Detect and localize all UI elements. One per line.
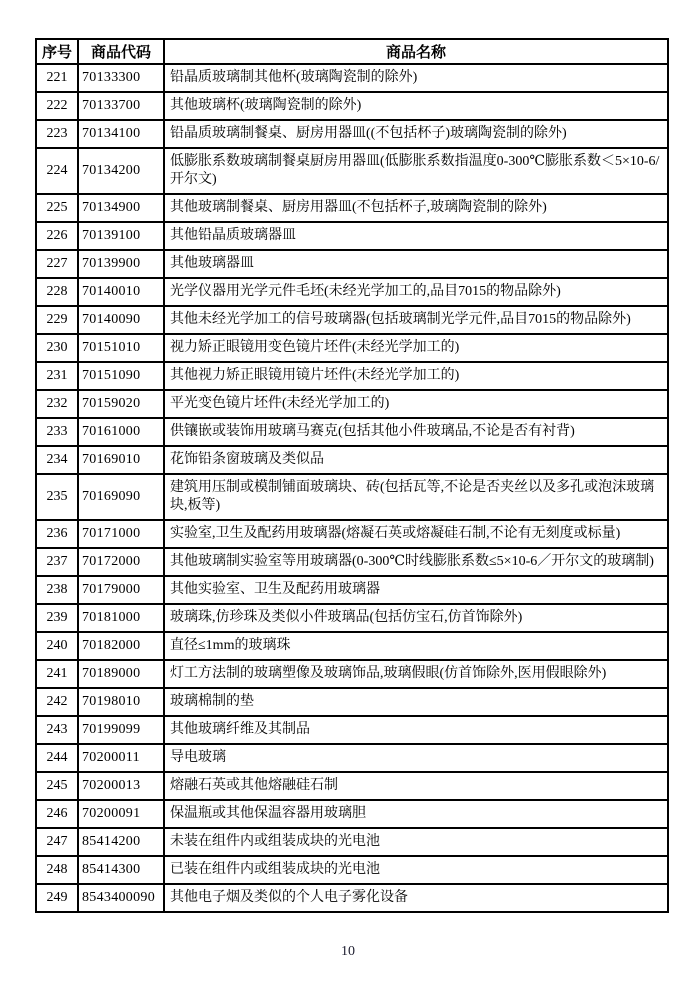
table-row xyxy=(36,828,668,856)
serial-number-cell: 223 xyxy=(36,120,78,148)
table-row xyxy=(36,362,668,390)
product-code-cell: 70139900 xyxy=(78,250,164,278)
product-name-cell: 玻璃棉制的垫 xyxy=(164,688,668,716)
product-name-cell: 其他玻璃制餐桌、厨房用器皿(不包括杯子,玻璃陶瓷制的除外) xyxy=(164,194,668,222)
product-name-cell: 其他电子烟及类似的个人电子雾化设备 xyxy=(164,884,668,912)
serial-number-cell: 230 xyxy=(36,334,78,362)
serial-number-cell: 237 xyxy=(36,548,78,576)
serial-number-cell: 233 xyxy=(36,418,78,446)
product-code-cell: 70134100 xyxy=(78,120,164,148)
product-code-cell: 70140010 xyxy=(78,278,164,306)
table-row xyxy=(36,632,668,660)
table-row xyxy=(36,604,668,632)
product-name-cell: 平光变色镜片坯件(未经光学加工的) xyxy=(164,390,668,418)
serial-number-cell: 244 xyxy=(36,744,78,772)
table-row xyxy=(36,520,668,548)
product-code-cell: 85414200 xyxy=(78,828,164,856)
product-name-cell: 建筑用压制或模制铺面玻璃块、砖(包括瓦等,不论是否夹丝以及多孔或泡沫玻璃块,板等) xyxy=(164,474,668,520)
product-code-cell: 70151090 xyxy=(78,362,164,390)
product-code-cell: 70133700 xyxy=(78,92,164,120)
serial-number-cell: 249 xyxy=(36,884,78,912)
product-name-cell: 花饰铅条窗玻璃及类似品 xyxy=(164,446,668,474)
table-row xyxy=(36,772,668,800)
product-code-cell: 70200091 xyxy=(78,800,164,828)
serial-number-cell: 227 xyxy=(36,250,78,278)
product-code-cell: 70169090 xyxy=(78,474,164,520)
serial-number-cell: 232 xyxy=(36,390,78,418)
product-code-cell: 70200011 xyxy=(78,744,164,772)
product-code-cell: 70189000 xyxy=(78,660,164,688)
product-name-cell: 其他玻璃杯(玻璃陶瓷制的除外) xyxy=(164,92,668,120)
product-name-cell: 其他未经光学加工的信号玻璃器(包括玻璃制光学元件,品目7015的物品除外) xyxy=(164,306,668,334)
header-product-code: 商品代码 xyxy=(78,39,164,64)
serial-number-cell: 229 xyxy=(36,306,78,334)
table-row xyxy=(36,306,668,334)
product-name-cell: 光学仪器用光学元件毛坯(未经光学加工的,品目7015的物品除外) xyxy=(164,278,668,306)
product-name-cell: 灯工方法制的玻璃塑像及玻璃饰品,玻璃假眼(仿首饰除外,医用假眼除外) xyxy=(164,660,668,688)
table-row xyxy=(36,334,668,362)
table-row xyxy=(36,474,668,520)
serial-number-cell: 240 xyxy=(36,632,78,660)
table-row xyxy=(36,716,668,744)
product-name-cell: 实验室,卫生及配药用玻璃器(熔凝石英或熔凝硅石制,不论有无刻度或标量) xyxy=(164,520,668,548)
product-code-cell: 70182000 xyxy=(78,632,164,660)
table-row xyxy=(36,250,668,278)
table-row xyxy=(36,148,668,194)
serial-number-cell: 243 xyxy=(36,716,78,744)
product-code-cell: 70151010 xyxy=(78,334,164,362)
product-code-cell: 70169010 xyxy=(78,446,164,474)
serial-number-cell: 221 xyxy=(36,64,78,92)
product-code-cell: 70171000 xyxy=(78,520,164,548)
product-code-cell: 70172000 xyxy=(78,548,164,576)
table-row xyxy=(36,64,668,92)
serial-number-cell: 246 xyxy=(36,800,78,828)
table-header xyxy=(36,39,668,64)
table-row xyxy=(36,660,668,688)
product-code-cell: 70198010 xyxy=(78,688,164,716)
serial-number-cell: 245 xyxy=(36,772,78,800)
table-row xyxy=(36,92,668,120)
table-row xyxy=(36,576,668,604)
product-code-cell: 70179000 xyxy=(78,576,164,604)
table-row xyxy=(36,278,668,306)
table-row xyxy=(36,390,668,418)
product-name-cell: 玻璃珠,仿珍珠及类似小件玻璃品(包括仿宝石,仿首饰除外) xyxy=(164,604,668,632)
serial-number-cell: 222 xyxy=(36,92,78,120)
serial-number-cell: 236 xyxy=(36,520,78,548)
table-row xyxy=(36,688,668,716)
product-code-cell: 70133300 xyxy=(78,64,164,92)
table-row xyxy=(36,120,668,148)
table-row xyxy=(36,418,668,446)
table-row xyxy=(36,222,668,250)
serial-number-cell: 228 xyxy=(36,278,78,306)
product-name-cell: 直径≤1mm的玻璃珠 xyxy=(164,632,668,660)
product-name-cell: 低膨胀系数玻璃制餐桌厨房用器皿(低膨胀系数指温度0-300℃膨胀系数＜5×10-6/开尔文) xyxy=(164,148,668,194)
product-code-cell: 85414300 xyxy=(78,856,164,884)
table-row xyxy=(36,194,668,222)
table-row xyxy=(36,800,668,828)
product-name-cell: 导电玻璃 xyxy=(164,744,668,772)
product-code-cell: 70161000 xyxy=(78,418,164,446)
product-name-cell: 供镶嵌或装饰用玻璃马赛克(包括其他小件玻璃品,不论是否有衬背) xyxy=(164,418,668,446)
table-row xyxy=(36,856,668,884)
product-code-cell: 70199099 xyxy=(78,716,164,744)
product-code-cell: 70139100 xyxy=(78,222,164,250)
product-table-body xyxy=(36,64,668,912)
serial-number-cell: 247 xyxy=(36,828,78,856)
product-code-cell: 70140090 xyxy=(78,306,164,334)
product-name-cell: 视力矫正眼镜用变色镜片坯件(未经光学加工的) xyxy=(164,334,668,362)
header-serial-number: 序号 xyxy=(36,39,78,64)
serial-number-cell: 231 xyxy=(36,362,78,390)
table-row xyxy=(36,548,668,576)
page-number: 10 xyxy=(341,944,355,959)
product-name-cell: 其他铅晶质玻璃器皿 xyxy=(164,222,668,250)
product-code-cell: 70200013 xyxy=(78,772,164,800)
serial-number-cell: 235 xyxy=(36,474,78,520)
product-name-cell: 其他视力矫正眼镜用镜片坯件(未经光学加工的) xyxy=(164,362,668,390)
serial-number-cell: 226 xyxy=(36,222,78,250)
product-code-cell: 70134900 xyxy=(78,194,164,222)
header-product-name: 商品名称 xyxy=(164,39,668,64)
serial-number-cell: 241 xyxy=(36,660,78,688)
product-code-cell: 70159020 xyxy=(78,390,164,418)
table-row xyxy=(36,744,668,772)
serial-number-cell: 239 xyxy=(36,604,78,632)
product-code-table xyxy=(35,38,669,913)
product-code-cell: 70181000 xyxy=(78,604,164,632)
product-code-cell: 70134200 xyxy=(78,148,164,194)
product-name-cell: 已装在组件内或组装成块的光电池 xyxy=(164,856,668,884)
product-name-cell: 其他玻璃纤维及其制品 xyxy=(164,716,668,744)
product-name-cell: 铅晶质玻璃制餐桌、厨房用器皿((不包括杯子)玻璃陶瓷制的除外) xyxy=(164,120,668,148)
product-name-cell: 铅晶质玻璃制其他杯(玻璃陶瓷制的除外) xyxy=(164,64,668,92)
serial-number-cell: 225 xyxy=(36,194,78,222)
serial-number-cell: 234 xyxy=(36,446,78,474)
product-name-cell: 其他玻璃器皿 xyxy=(164,250,668,278)
product-name-cell: 保温瓶或其他保温容器用玻璃胆 xyxy=(164,800,668,828)
product-name-cell: 其他实验室、卫生及配药用玻璃器 xyxy=(164,576,668,604)
product-name-cell: 熔融石英或其他熔融硅石制 xyxy=(164,772,668,800)
product-name-cell: 未装在组件内或组装成块的光电池 xyxy=(164,828,668,856)
product-code-cell: 8543400090 xyxy=(78,884,164,912)
table-row xyxy=(36,884,668,912)
serial-number-cell: 248 xyxy=(36,856,78,884)
product-name-cell: 其他玻璃制实验室等用玻璃器(0-300℃时线膨胀系数≤5×10-6／开尔文的玻璃制) xyxy=(164,548,668,576)
serial-number-cell: 242 xyxy=(36,688,78,716)
serial-number-cell: 224 xyxy=(36,148,78,194)
serial-number-cell: 238 xyxy=(36,576,78,604)
table-row xyxy=(36,446,668,474)
table-header-row xyxy=(36,39,668,64)
